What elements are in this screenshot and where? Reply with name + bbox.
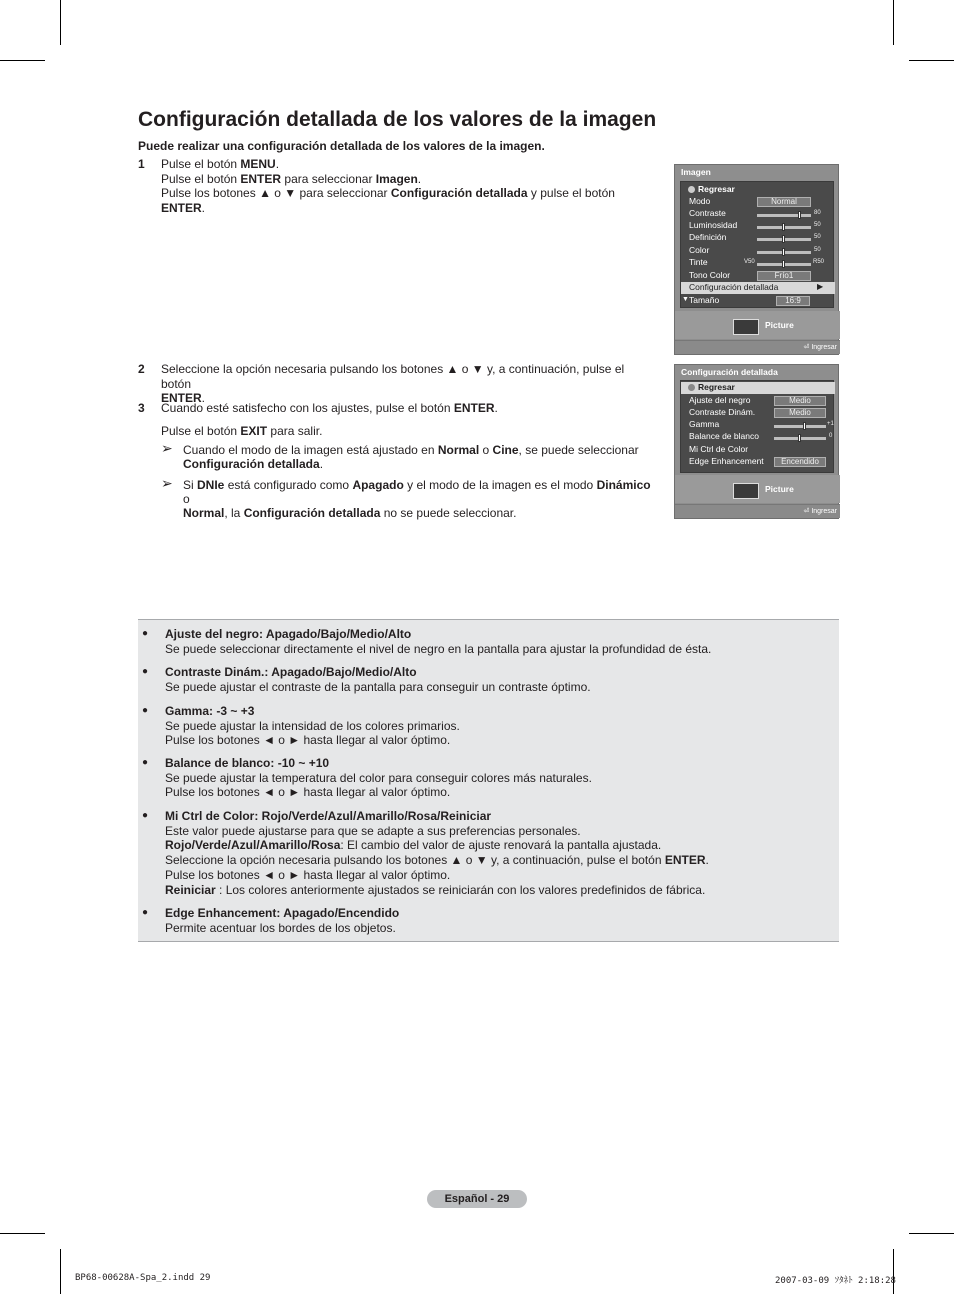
slider-bar[interactable]	[757, 263, 811, 266]
step-number: 2	[138, 362, 145, 376]
text-bold: ENTER	[161, 391, 202, 405]
enter-label: Ingresar	[811, 508, 837, 515]
text-bold: Configuración detallada	[183, 457, 320, 471]
item-body: Se puede ajustar la intensidad de los colores primarios.	[165, 718, 460, 733]
slider-knob[interactable]	[782, 223, 785, 231]
menu-item-label: Mi Ctrl de Color	[689, 444, 749, 454]
note-text	[183, 443, 653, 471]
text-bold: EXIT	[240, 423, 268, 438]
note-arrow-icon: ➢	[161, 440, 173, 456]
text: está configurado como	[224, 478, 353, 492]
tv-menu-imagen	[674, 164, 839, 355]
crop-mark	[60, 1249, 61, 1294]
menu-item-label: Gamma	[689, 419, 720, 429]
text: : El cambio del valor de ajuste renovará la pantalla ajustada.	[340, 838, 662, 853]
text: .	[201, 391, 206, 405]
menu-title: Configuración detallada	[681, 367, 778, 377]
crop-mark	[0, 1233, 45, 1234]
text-bold: Configuración detallada	[390, 186, 528, 200]
menu-item-label: Definición	[689, 232, 727, 242]
text: Seleccione la opción necesaria pulsando los botones ▲ o ▼ y, a continuación, pulse el botón	[161, 362, 625, 391]
item-body: Pulse los botones ◄ o ► hasta llegar al valor óptimo.	[165, 785, 451, 800]
text-bold: DNIe	[197, 478, 225, 492]
text: , la	[224, 506, 244, 520]
text-bold: Normal	[183, 506, 225, 520]
menu-item-edge-enhancement[interactable]	[681, 456, 835, 468]
item-body: Permite acentuar los bordes de los objetos.	[165, 920, 396, 935]
menu-item-label: Configuración detallada	[689, 282, 779, 292]
text-bold: Apagado	[352, 478, 404, 492]
slider-value: 50	[814, 247, 821, 253]
intro-text: Puede realizar una configuración detallada de los valores de la imagen.	[138, 139, 545, 153]
text: para salir.	[267, 423, 323, 438]
slider-value: 50	[814, 222, 821, 228]
item-body: Este valor puede ajustarse para que se adapte a sus preferencias personales.	[165, 823, 581, 838]
step-number: 1	[138, 157, 145, 171]
menu-panel	[680, 380, 834, 473]
menu-value-box: Frío1	[757, 271, 811, 281]
slider-bar[interactable]	[757, 238, 811, 241]
slider-value: 80	[814, 210, 821, 216]
slider-right-value: R50	[813, 259, 825, 265]
text: y el modo de la imagen es el modo	[403, 478, 597, 492]
text-bold: Dinámico	[596, 478, 651, 492]
item-text	[165, 809, 825, 897]
crop-mark	[909, 1233, 954, 1234]
menu-item-label: Edge Enhancement	[689, 456, 764, 466]
text: para seleccionar	[281, 171, 376, 186]
text: Pulse el botón	[161, 423, 241, 438]
menu-panel	[680, 181, 834, 308]
slider-knob[interactable]	[782, 248, 785, 256]
item-text	[165, 704, 825, 748]
menu-value-box: Encendido	[774, 457, 826, 467]
text-bold: Rojo/Verde/Azul/Amarillo/Rosa	[165, 838, 341, 853]
bullet-icon: ●	[142, 628, 149, 639]
slider-knob[interactable]	[798, 434, 801, 442]
text-bold: ENTER	[664, 853, 706, 868]
menu-item-label: Contraste	[689, 208, 726, 218]
menu-value-box: Normal	[757, 197, 811, 207]
text-bold: Imagen	[375, 171, 418, 186]
text: o	[183, 492, 190, 506]
note-arrow-icon: ➢	[161, 475, 173, 491]
slider-bar[interactable]	[757, 226, 811, 229]
item-text	[165, 665, 825, 694]
menu-item-gamma[interactable]	[681, 419, 835, 431]
slider-knob[interactable]	[782, 260, 785, 268]
text: .	[494, 401, 498, 415]
back-icon	[688, 186, 695, 193]
menu-item-luminosidad[interactable]	[681, 220, 835, 232]
submenu-arrow-icon: ▶	[817, 282, 824, 291]
crop-mark	[909, 60, 954, 61]
item-body: Se puede seleccionar directamente el nivel de negro en la pantalla para ajustar la profundidad de ésta.	[165, 641, 712, 656]
menu-item-contraste-dinam[interactable]	[681, 407, 835, 419]
picture-banner	[675, 311, 840, 339]
text-bold: Cine	[492, 443, 519, 457]
item-text	[165, 906, 825, 935]
note-text	[183, 478, 653, 520]
bullet-icon: ●	[142, 757, 149, 768]
menu-back-label: Regresar	[698, 184, 735, 194]
menu-value-box: 16:9	[776, 296, 810, 306]
text-bold: Configuración detallada	[243, 506, 381, 520]
page-title: Configuración detallada de los valores de la imagen	[138, 108, 657, 131]
menu-item-label: Tono Color	[689, 270, 731, 280]
item-text	[165, 756, 825, 800]
menu-item-back[interactable]	[681, 184, 835, 196]
menu-value-box: Medio	[774, 396, 826, 406]
menu-item-contraste[interactable]	[681, 208, 835, 220]
slider-left-value: V50	[744, 259, 755, 265]
menu-back-label: Regresar	[698, 382, 735, 392]
picture-label: Picture	[765, 484, 794, 494]
options-box	[138, 619, 839, 942]
crop-mark	[60, 0, 61, 45]
item-body: Se puede ajustar la temperatura del color para conseguir colores más naturales.	[165, 770, 592, 785]
enter-hint: ⏎ Ingresar	[803, 344, 837, 351]
slider-value: 50	[814, 234, 821, 240]
text: , se puede seleccionar	[518, 443, 639, 457]
text-bold: Reiniciar	[165, 882, 216, 897]
crop-mark	[893, 1249, 894, 1294]
tv-menu-configuracion-detallada	[674, 364, 839, 519]
slider-bar[interactable]	[757, 214, 811, 217]
bullet-icon: ●	[142, 907, 149, 918]
item-heading: Ajuste del negro: Apagado/Bajo/Medio/Alto	[165, 627, 412, 641]
menu-item-label: Tamaño	[689, 295, 720, 305]
text: Si	[183, 478, 198, 492]
item-body: Pulse los botones ◄ o ► hasta llegar al valor óptimo.	[165, 733, 451, 748]
step-text	[161, 401, 651, 438]
back-icon	[688, 384, 695, 391]
bullet-icon: ●	[142, 705, 149, 716]
menu-item-mi-ctrl-color[interactable]	[681, 444, 835, 456]
item-body: Pulse los botones ◄ o ► hasta llegar al valor óptimo.	[165, 867, 451, 882]
text: y pulse el botón	[527, 186, 615, 200]
crop-mark	[0, 60, 45, 61]
picture-icon	[733, 319, 759, 335]
text: Cuando el modo de la imagen está ajustado en	[183, 443, 438, 457]
slider-knob[interactable]	[798, 211, 801, 219]
menu-item-label: Balance de blanco	[689, 431, 759, 441]
text: Cuando esté satisfecho con los ajustes, pulse el botón	[161, 401, 454, 415]
text: .	[201, 200, 206, 215]
menu-value-box: Medio	[774, 408, 826, 418]
text-bold: ENTER	[161, 200, 202, 215]
text: o	[479, 443, 493, 457]
menu-item-label: Modo	[689, 196, 711, 206]
menu-footer	[675, 340, 840, 354]
picture-icon	[733, 483, 759, 499]
item-text	[165, 627, 825, 656]
menu-item-label: Luminosidad	[689, 220, 738, 230]
step-number: 3	[138, 401, 145, 415]
slider-value: 0	[829, 433, 833, 439]
text: .	[417, 171, 422, 186]
text: Pulse los botones ▲ o ▼ para seleccionar	[161, 186, 391, 200]
text-bold: ENTER	[453, 401, 495, 415]
menu-item-balance-blanco[interactable]	[681, 431, 835, 443]
step-text	[161, 362, 651, 406]
slug-date: 2007-03-09 ｿﾀﾈﾄ 2:18:28	[775, 1276, 896, 1286]
slug-file: BP68-00628A-Spa_2.indd 29	[75, 1273, 211, 1283]
scroll-down-icon: ▼	[682, 296, 689, 303]
menu-item-back[interactable]	[681, 382, 835, 394]
menu-item-tono-color[interactable]	[681, 270, 835, 282]
item-body: Se puede ajustar el contraste de la pantalla para conseguir un contraste óptimo.	[165, 679, 591, 694]
text-bold: MENU	[240, 157, 276, 171]
picture-banner	[675, 475, 840, 503]
slider-bar[interactable]	[757, 251, 811, 254]
item-heading: Gamma: -3 ~ +3	[165, 704, 255, 718]
crop-mark	[893, 0, 894, 45]
step-text	[161, 157, 651, 215]
menu-item-label: Contraste Dinám.	[689, 407, 756, 417]
enter-hint: ⏎ Ingresar	[803, 508, 837, 515]
text: .	[275, 157, 280, 171]
menu-item-label: Ajuste del negro	[689, 395, 751, 405]
menu-item-definicion[interactable]	[681, 232, 835, 244]
text: Pulse el botón	[161, 157, 241, 171]
text: no se puede seleccionar.	[380, 506, 517, 520]
slider-knob[interactable]	[803, 422, 806, 430]
menu-item-color[interactable]	[681, 245, 835, 257]
menu-item-label: Color	[689, 245, 710, 255]
text-bold: ENTER	[240, 171, 282, 186]
text-bold: Normal	[437, 443, 480, 457]
item-heading: Contraste Dinám.: Apagado/Bajo/Medio/Alto	[165, 665, 417, 679]
menu-item-tamano[interactable]	[681, 295, 835, 307]
slider-value: +1	[827, 421, 834, 427]
slider-bar[interactable]	[774, 437, 826, 440]
menu-item-configuracion-detallada[interactable]	[681, 282, 835, 294]
text: Pulse el botón	[161, 171, 241, 186]
item-heading: Balance de blanco: -10 ~ +10	[165, 756, 330, 770]
menu-item-label: Tinte	[689, 257, 708, 267]
text: : Los colores anteriormente ajustados se reiniciarán con los valores predefinidos de fábrica.	[215, 882, 706, 897]
slider-bar[interactable]	[774, 425, 826, 428]
slider-knob[interactable]	[782, 235, 785, 243]
enter-label: Ingresar	[811, 344, 837, 351]
text: .	[319, 457, 324, 471]
text: .	[705, 853, 709, 868]
menu-item-modo[interactable]	[681, 196, 835, 208]
menu-footer	[675, 504, 840, 518]
item-heading: Mi Ctrl de Color: Rojo/Verde/Azul/Amarillo/Rosa/Reiniciar	[165, 809, 492, 823]
menu-title: Imagen	[681, 167, 711, 177]
picture-label: Picture	[765, 320, 794, 330]
menu-item-ajuste-negro[interactable]	[681, 395, 835, 407]
text: Seleccione la opción necesaria pulsando los botones ▲ o ▼ y, a continuación, pulse el botón	[165, 853, 665, 868]
page-number: Español - 29	[427, 1190, 527, 1208]
bullet-icon: ●	[142, 810, 149, 821]
bullet-icon: ●	[142, 666, 149, 677]
menu-item-tinte[interactable]	[681, 257, 835, 269]
item-heading: Edge Enhancement: Apagado/Encendido	[165, 906, 400, 920]
